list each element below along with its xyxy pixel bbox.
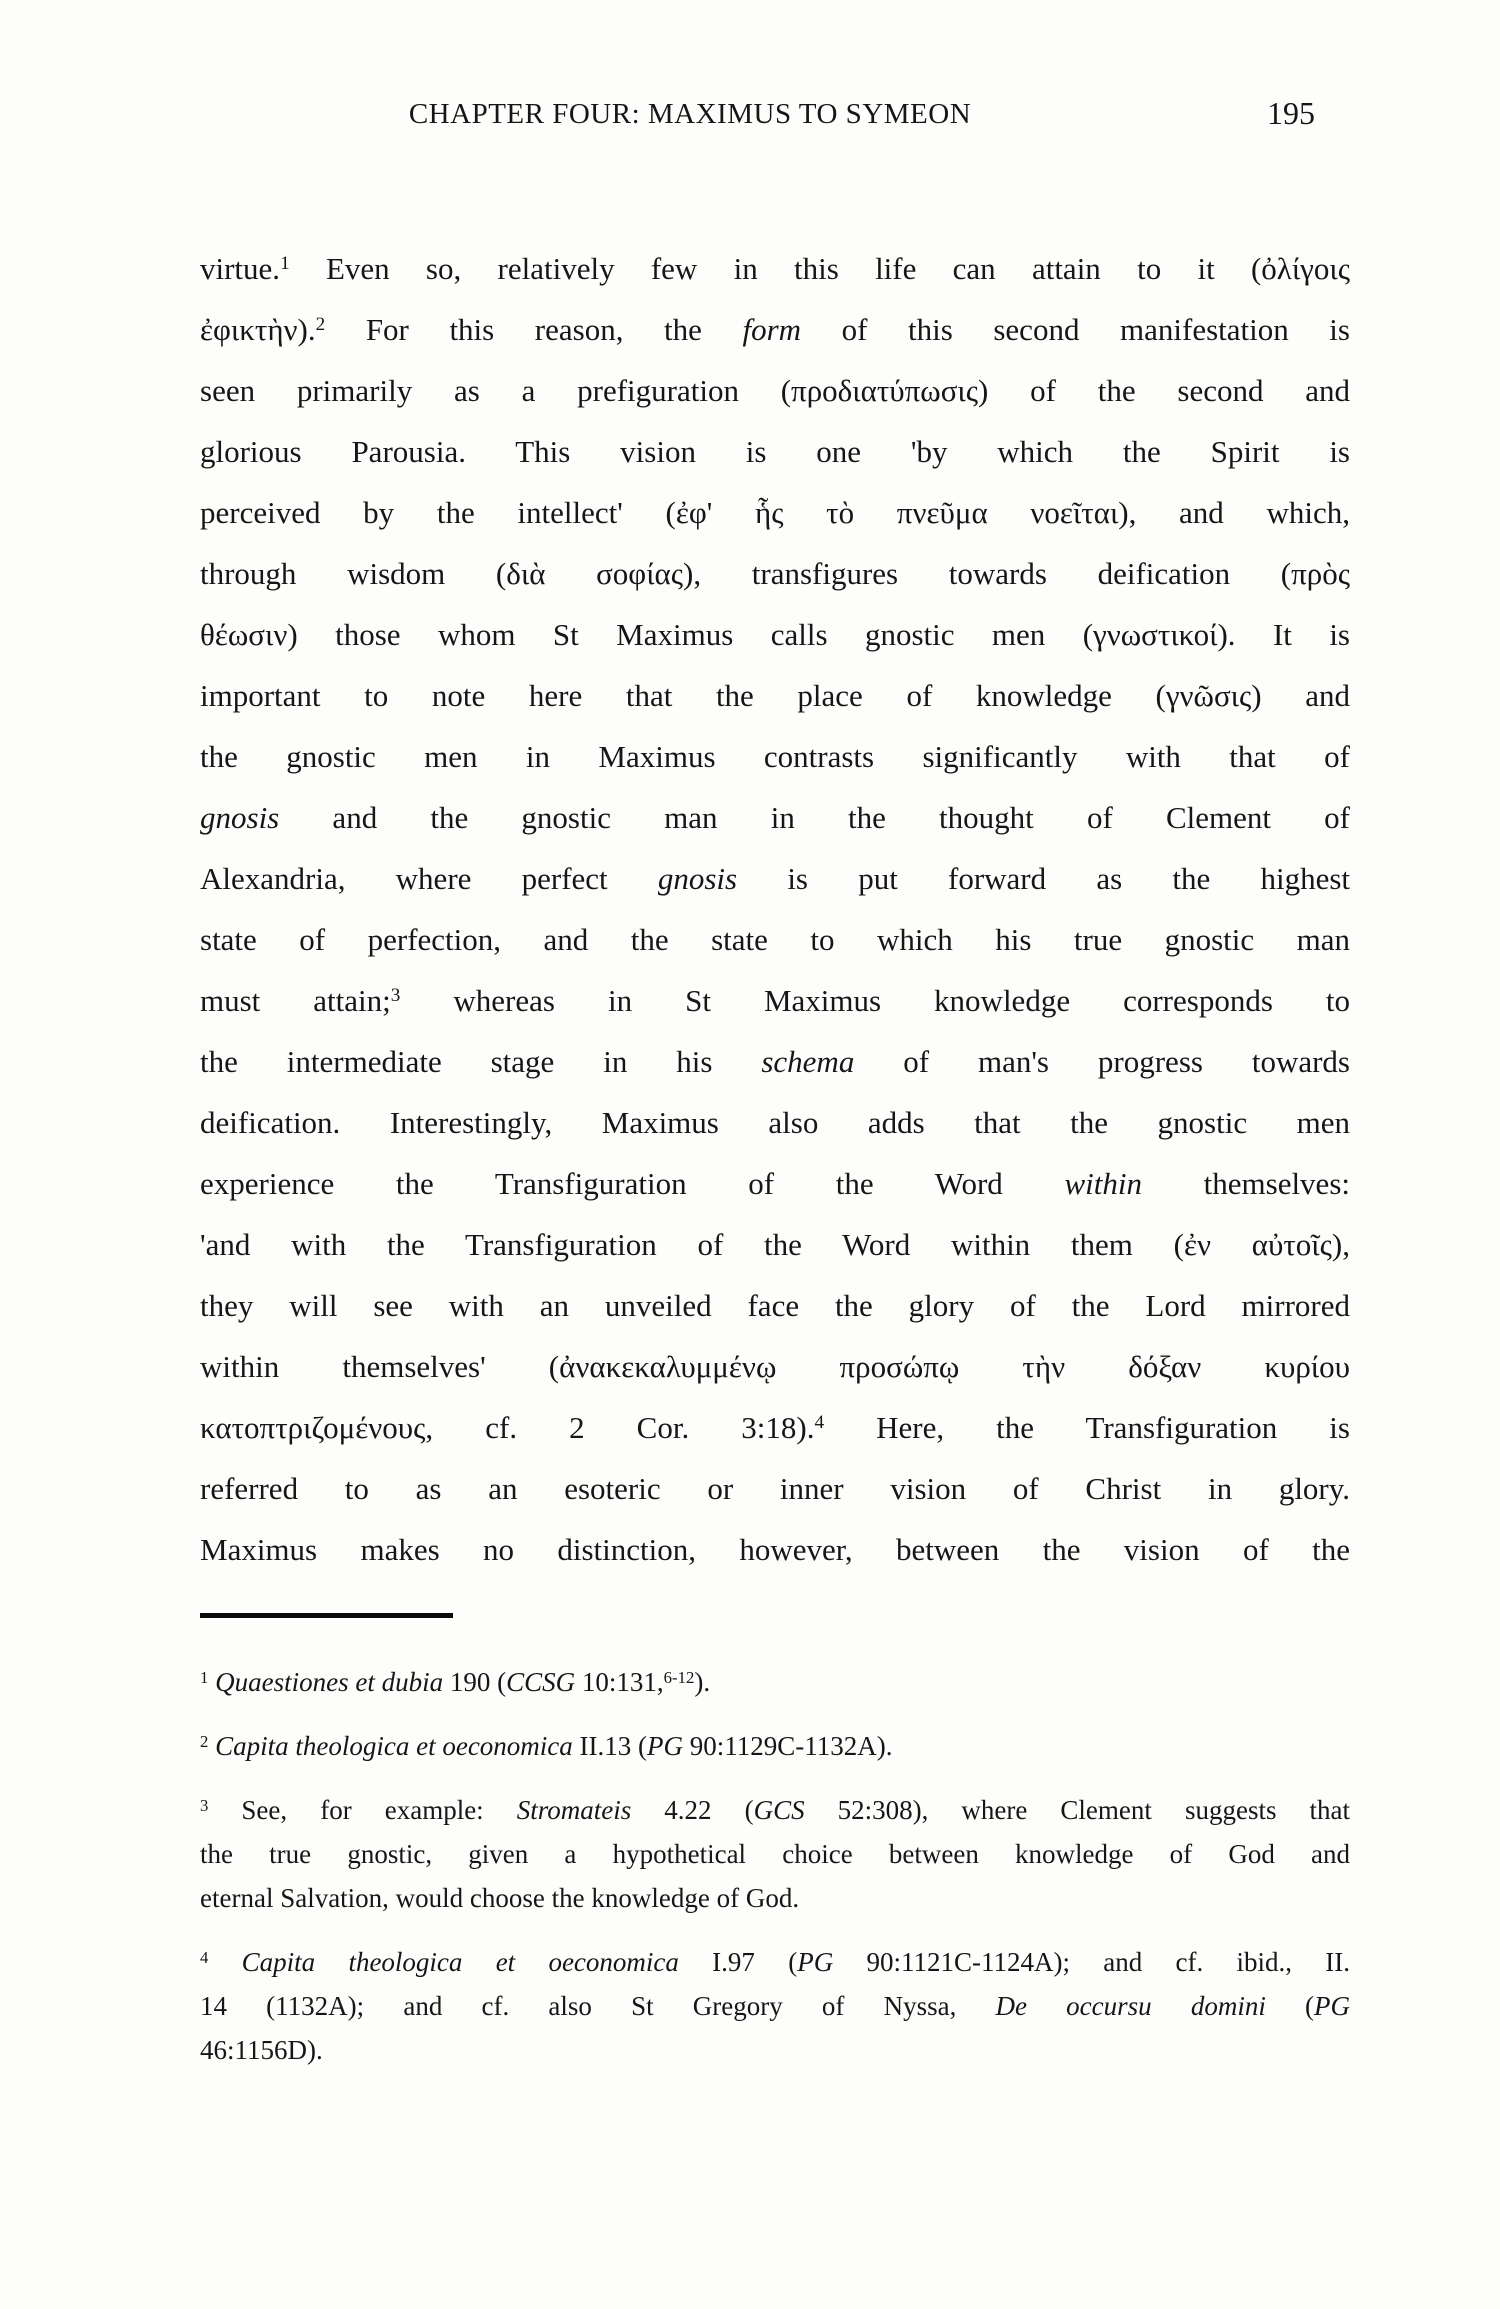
footnote — [200, 1724, 1350, 1768]
text-run: virtue. — [200, 251, 281, 286]
body-line — [200, 787, 1350, 848]
text-run: See, for example: — [208, 1795, 517, 1825]
footnote — [200, 1940, 1350, 2072]
text-run: 2 — [200, 1731, 209, 1751]
text-run: PG — [797, 1947, 834, 1977]
body-line — [200, 848, 1350, 909]
body-line — [200, 1275, 1350, 1336]
text-run: important to note here that the place of knowledge (γνῶσις) and — [200, 678, 1350, 713]
body-line — [200, 299, 1350, 360]
text-run: experience the Transfiguration of the Word — [200, 1166, 1065, 1201]
text-run: Alexandria, where perfect — [200, 861, 658, 896]
text-run: 4 — [200, 1947, 209, 1967]
text-run: gnosis — [200, 800, 280, 835]
text-run: referred to as an esoteric or inner vision of Christ in glory. — [200, 1471, 1350, 1506]
text-run: 90:1121C-1124A); and cf. ibid., II. — [833, 1947, 1351, 1977]
text-run: of man's progress towards — [854, 1044, 1350, 1079]
text-run: perceived by the intellect' (ἐφ' ἧς τὸ πνεῦμα νοεῖται), and which, — [200, 495, 1350, 530]
text-run: 52:308), where Clement suggests that — [804, 1795, 1350, 1825]
body-line — [200, 482, 1350, 543]
footnote-separator — [200, 1613, 453, 1618]
text-run: For this reason, the — [325, 312, 743, 347]
text-run: 190 ( — [443, 1667, 507, 1697]
text-run: I.97 ( — [678, 1947, 798, 1977]
text-run: 2 — [315, 314, 326, 336]
body-line — [200, 238, 1350, 299]
text-run: the true gnostic, given a hypothetical choice between knowledge of God and — [200, 1839, 1350, 1869]
text-run: whereas in St Maximus knowledge corresponds to — [400, 983, 1351, 1018]
text-run: Quaestiones et dubia — [215, 1667, 444, 1697]
text-run: seen primarily as a prefiguration (προδιατύπωσις) of the second and — [200, 373, 1350, 408]
text-run: Capita theologica et oeconomica — [215, 1731, 573, 1761]
text-run: PG — [647, 1731, 684, 1761]
text-run: the intermediate stage in his — [200, 1044, 762, 1079]
text-run: II.13 ( — [572, 1731, 648, 1761]
text-run: ( — [1265, 1991, 1314, 2021]
body-line — [200, 1336, 1350, 1397]
footnote-line — [200, 1876, 1350, 1920]
text-run: 1 — [200, 1667, 209, 1687]
body-line — [200, 1458, 1350, 1519]
footnote-line — [200, 1660, 1350, 1704]
text-run: and the gnostic man in the thought of Clement of — [279, 800, 1350, 835]
text-run: 46:1156D). — [200, 2035, 323, 2065]
text-run: 14 (1132A); and cf. also St Gregory of Nyssa, — [200, 1991, 996, 2021]
body-line — [200, 421, 1350, 482]
text-run: must attain; — [200, 983, 391, 1018]
text-run: 10:131, — [575, 1667, 664, 1697]
text-run: θέωσιν) those whom St Maximus calls gnostic men (γνωστικοί). It is — [200, 617, 1350, 652]
body-line — [200, 909, 1350, 970]
text-run: through wisdom (διὰ σοφίας), transfigures towards deification (πρὸς — [200, 556, 1350, 591]
running-head: CHAPTER FOUR: MAXIMUS TO SYMEON — [408, 98, 972, 130]
text-run: within themselves' (ἀνακεκαλυμμένῳ προσώπῳ τὴν δόξαν κυρίου — [200, 1349, 1350, 1384]
footnote-line — [200, 1832, 1350, 1876]
body-line — [200, 1153, 1350, 1214]
body-line — [200, 726, 1350, 787]
text-run: 6-12 — [663, 1667, 695, 1687]
text-run: form — [742, 312, 802, 347]
body-text — [200, 238, 1350, 1580]
footnote-line — [200, 1724, 1350, 1768]
text-run: deification. Interestingly, Maximus also adds that the gnostic men — [200, 1105, 1350, 1140]
body-line — [200, 360, 1350, 421]
text-run: 'and with the Transfiguration of the Word within them (ἐν αὐτοῖς), — [200, 1227, 1350, 1262]
text-run: glorious Parousia. This vision is one 'by which the Spirit is — [200, 434, 1350, 469]
footnote-line — [200, 1788, 1350, 1832]
text-run: is put forward as the highest — [737, 861, 1350, 896]
body-line — [200, 1031, 1350, 1092]
text-run: schema — [761, 1044, 855, 1079]
body-line — [200, 1214, 1350, 1275]
text-run: themselves: — [1141, 1166, 1350, 1201]
body-line — [200, 665, 1350, 726]
text-run: Capita theologica et oeconomica — [241, 1947, 679, 1977]
text-run: 3 — [390, 985, 401, 1007]
text-run: Even so, relatively few in this life can attain to it (ὀλίγοις — [289, 251, 1350, 286]
text-run: 90:1129C-1132A). — [683, 1731, 893, 1761]
text-run: 4.22 ( — [631, 1795, 754, 1825]
footnote-line — [200, 2028, 1350, 2072]
page-number: 195 — [1267, 95, 1315, 131]
text-run: of this second manifestation is — [801, 312, 1350, 347]
text-run: Stromateis — [516, 1795, 632, 1825]
footnotes — [200, 1660, 1350, 2092]
text-run: GCS — [753, 1795, 805, 1825]
text-run: κατοπτριζομένους, cf. 2 Cor. 3:18). — [200, 1410, 815, 1445]
body-line — [200, 970, 1350, 1031]
text-run: CCSG — [506, 1667, 576, 1697]
text-run: 3 — [200, 1795, 209, 1815]
body-line — [200, 543, 1350, 604]
text-run: ). — [694, 1667, 711, 1697]
text-run: they will see with an unveiled face the glory of the Lord mirrored — [200, 1288, 1350, 1323]
body-line — [200, 1092, 1350, 1153]
text-run: 1 — [280, 253, 290, 275]
text-run: gnosis — [657, 861, 738, 896]
text-run: PG — [1314, 1991, 1350, 2021]
page-header — [200, 95, 1350, 138]
text-run: Here, the Transfiguration is — [824, 1410, 1350, 1445]
footnote-line — [200, 1984, 1350, 2028]
footnote — [200, 1660, 1350, 1704]
text-run: 4 — [814, 1412, 825, 1434]
text-run: the gnostic men in Maximus contrasts significantly with that of — [200, 739, 1350, 774]
text-run: within — [1064, 1166, 1142, 1201]
text-run: De occursu domini — [995, 1991, 1266, 2021]
footnote-line — [200, 1940, 1350, 1984]
body-line — [200, 1397, 1350, 1458]
text-run: Maximus makes no distinction, however, between the vision of the — [200, 1532, 1350, 1567]
body-line — [200, 604, 1350, 665]
text-run: ἐφικτὴν). — [200, 312, 316, 347]
text-run: state of perfection, and the state to which his true gnostic man — [200, 922, 1350, 957]
body-line — [200, 1519, 1350, 1580]
text-run — [208, 1947, 241, 1977]
text-run: eternal Salvation, would choose the knowledge of God. — [200, 1883, 800, 1913]
footnote — [200, 1788, 1350, 1920]
